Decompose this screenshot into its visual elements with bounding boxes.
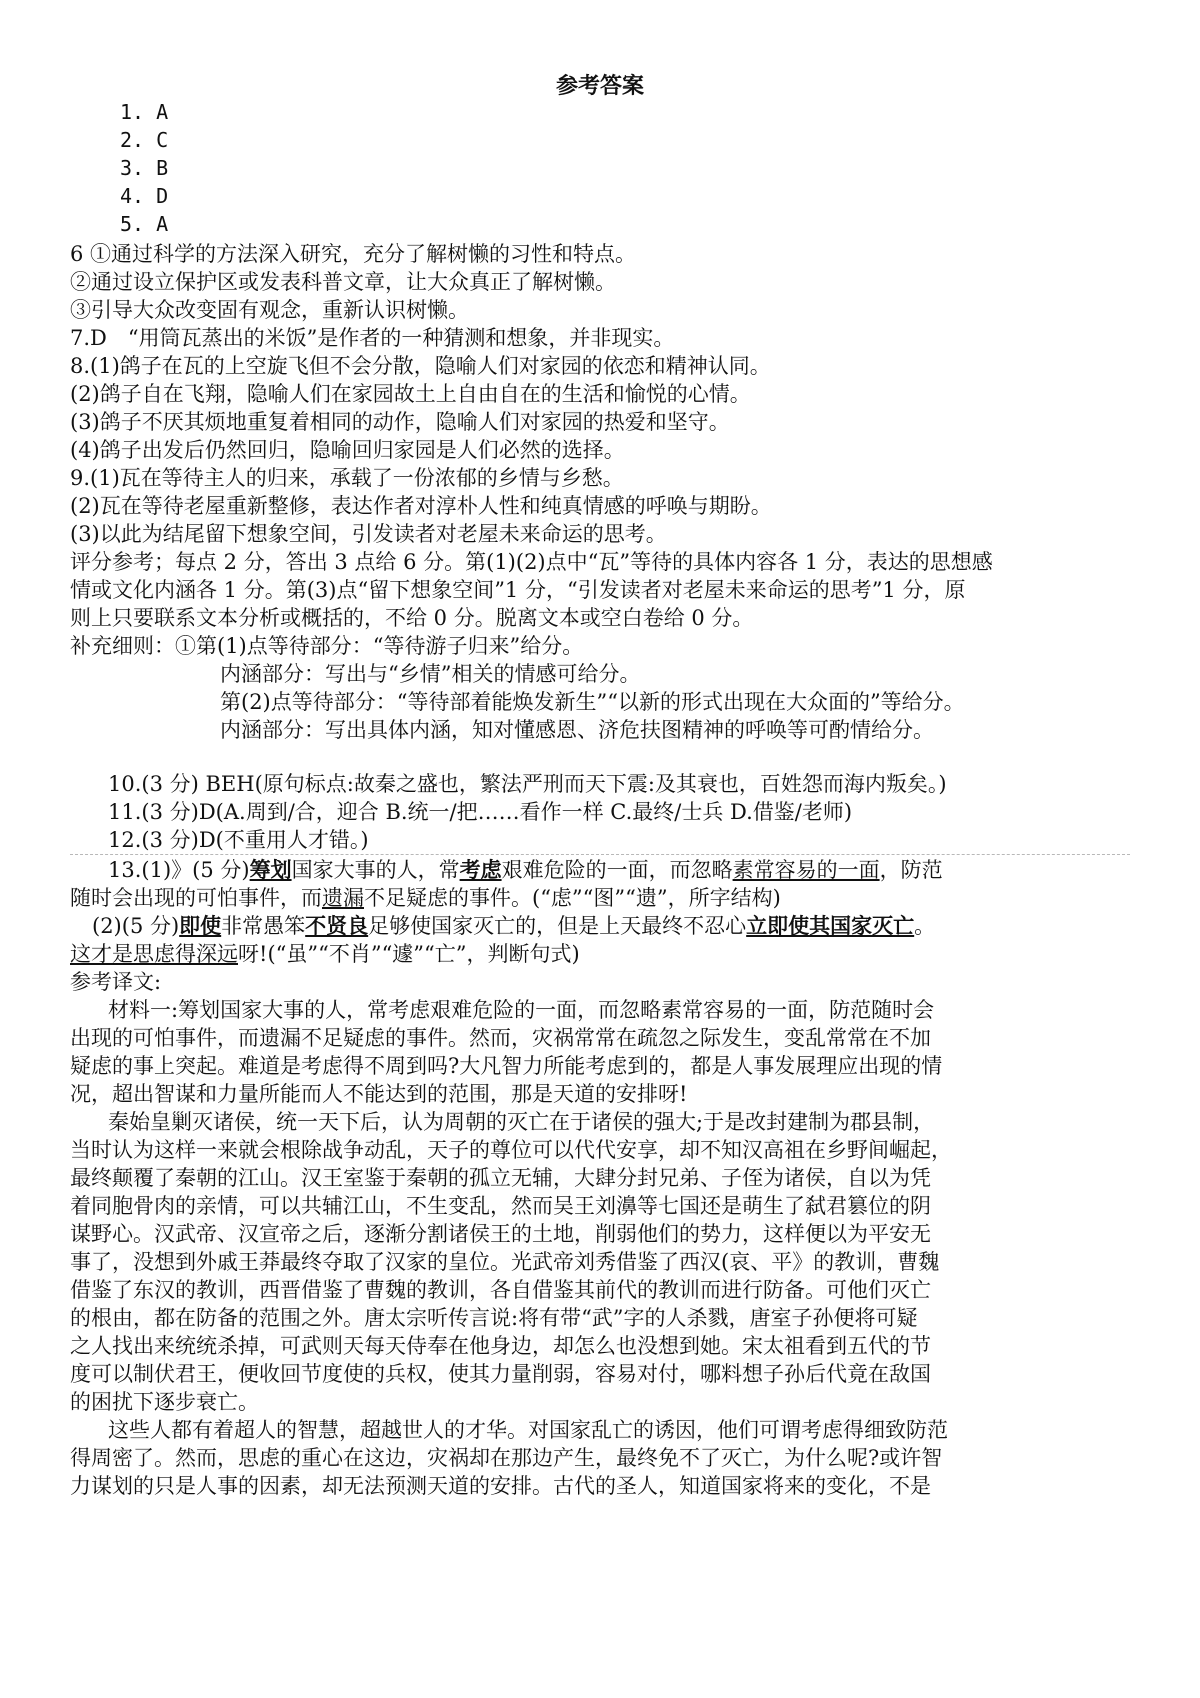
q13-text: 呀!(“虽”“不肖”“遽”“亡”，判断句式) — [238, 942, 580, 966]
q8-line-1: 8.(1)鸽子在瓦的上空旋飞但不会分散，隐喻人们对家园的依恋和精神认同。 — [70, 354, 771, 378]
translation-line: 当时认为这样一来就会根除战争动乱，天子的尊位可以代代安享，却不知汉高祖在乡野间崛起， — [70, 1138, 952, 1162]
translation-line: 秦始皇剿灭诸侯，统一天下后，认为周朝的灭亡在于诸侯的强大;于是改封建制为郡县制， — [108, 1110, 935, 1134]
translation-line: 谋野心。汉武帝、汉宣帝之后，逐渐分割诸侯王的土地，削弱他们的势力，这样便以为平安无 — [70, 1222, 931, 1246]
translation-line: 出现的可怕事件，而遗漏不足疑虑的事件。然而，灾祸常常在疏忽之际发生，变乱常常在不加 — [70, 1026, 931, 1050]
choice-answer-1: 1. A — [120, 100, 169, 124]
q6-line-3: ③引导大众改变固有观念，重新认识树懒。 — [70, 298, 469, 322]
scoring-line-2: 情或文化内涵各 1 分。第(3)点“留下想象空间”1 分，“引发读者对老屋未来命运的思考”1 分，原 — [70, 578, 966, 602]
q13-keyword-kaolv: 考虑 — [459, 857, 502, 882]
q13-keyword-choushua: 筹划 — [249, 857, 292, 882]
translation-line: 着同胞骨肉的亲情，可以共辅江山，不生变乱，然而吴王刘濞等七国还是萌生了弑君篡位的阴 — [70, 1194, 931, 1218]
translation-heading: 参考译文: — [70, 970, 162, 994]
translation-line: 事了，没想到外戚王莽最终夺取了汉家的皇位。光武帝刘秀借鉴了西汉(哀、平》的教训，曹魏 — [70, 1250, 940, 1274]
scoring-line-3: 则上只要联系文本分析或概括的，不给 0 分。脱离文本或空白卷给 0 分。 — [70, 606, 754, 630]
q9-line-2: (2)瓦在等待老屋重新整修，表达作者对淳朴人性和纯真情感的呼唤与期盼。 — [70, 494, 772, 518]
translation-line: 最终颠覆了秦朝的江山。汉王室鉴于秦朝的孤立无辅，大肆分封兄弟、子侄为诸侯，自以为凭 — [70, 1166, 931, 1190]
translation-line: 这些人都有着超人的智慧，超越世人的才华。对国家乱亡的诱因，他们可谓考虑得细致防范 — [108, 1418, 948, 1442]
q8-line-2: (2)鸽子自在飞翔，隐喻人们在家园故土上自由自在的生活和愉悦的心情。 — [70, 382, 751, 406]
translation-line: 的根由，都在防备的范围之外。唐太宗听传言说:将有带“武”字的人杀戮，唐室子孙便将可疑 — [70, 1306, 918, 1330]
q13-text: 不足疑虑的事件。(“虑”“图”“遗”，所字结构) — [364, 886, 781, 910]
q12-answer: 12.(3 分)D(不重用人才错。) — [108, 828, 369, 852]
q13-part1-number: 13.(1)》(5 分) — [108, 858, 250, 882]
translation-line: 度可以制伏君王，便收回节度使的兵权，使其力量削弱，容易对付，哪料想子孙后代竟在敌国 — [70, 1362, 931, 1386]
dotted-divider — [70, 854, 1130, 855]
q13-text: 国家大事的人，常 — [291, 858, 460, 882]
supplement-line-2: 第(2)点等待部分：“等待部着能焕发新生”“以新的形式出现在大众面的”等给分。 — [220, 690, 965, 714]
q9-line-3: (3)以此为结尾留下想象空间，引发读者对老屋未来命运的思考。 — [70, 522, 667, 546]
q13-part2-number: (2)(5 分) — [92, 914, 180, 938]
q6-line-1: 6 ①通过科学的方法深入研究，充分了解树懒的习性和特点。 — [70, 242, 637, 266]
q13-text: 足够使国家灭亡的，但是上天最终不忍心 — [368, 914, 747, 938]
q10-answer: 10.(3 分) BEH(原句标点:故秦之盛也，繁法严刑而天下震:及其衰也，百姓怨而海内叛矣。) — [108, 772, 947, 796]
supplement-line-1: 内涵部分：写出与“乡情”相关的情感可给分。 — [220, 662, 641, 686]
q13-keyword-suchang: 素常容易的一面 — [732, 858, 880, 882]
q13-text: 艰难危险的一面，而忽略 — [501, 858, 733, 882]
q8-line-4: (4)鸽子出发后仍然回归，隐喻回归家园是人们必然的选择。 — [70, 438, 625, 462]
q13-text: 随时会出现的可怕事件，而 — [70, 886, 322, 910]
choice-answer-5: 5. A — [120, 212, 169, 236]
choice-answer-2: 2. C — [120, 128, 169, 152]
q13-part1-line-1 — [108, 856, 943, 884]
q13-keyword-liji: 立即使其国家灭亡 — [746, 913, 915, 938]
translation-line: 况，超出智谋和力量所能而人不能达到的范围，那是天道的安排呀! — [70, 1082, 688, 1106]
q13-text: 。 — [914, 914, 936, 938]
page-title: 参考答案 — [555, 74, 644, 99]
translation-line: 疑虑的事上突起。难道是考虑得不周到吗?大凡智力所能考虑到的，都是人事发展理应出现的情 — [70, 1054, 943, 1078]
q6-line-2: ②通过设立保护区或发表科普文章，让大众真正了解树懒。 — [70, 270, 616, 294]
q13-keyword-jishi: 即使 — [179, 913, 222, 938]
scoring-line-1: 评分参考；每点 2 分，答出 3 点给 6 分。第(1)(2)点中“瓦”等待的具体内容各 1 分，表达的思想感 — [70, 550, 993, 574]
q13-part2-line-2 — [70, 940, 580, 968]
q11-answer: 11.(3 分)D(A.周到/合，迎合 B.统一/把……看作一样 C.最终/士兵 D.借鉴/老师) — [108, 800, 853, 824]
q8-line-3: (3)鸽子不厌其烦地重复着相同的动作，隐喻人们对家园的热爱和坚守。 — [70, 410, 730, 434]
q13-part1-line-2 — [70, 884, 781, 912]
q9-line-1: 9.(1)瓦在等待主人的归来，承载了一份浓郁的乡情与乡愁。 — [70, 466, 624, 490]
supplement-head: 补充细则：①第(1)点等待部分：“等待游子归来”给分。 — [70, 634, 584, 658]
translation-line: 得周密了。然而，思虑的重心在这边，灾祸却在那边产生，最终免不了灭亡，为什么呢?或许智 — [70, 1446, 943, 1470]
q13-keyword-shenyuan: 这才是思虑得深远 — [70, 942, 238, 966]
choice-answer-4: 4. D — [120, 184, 169, 208]
translation-line: 力谋划的只是人事的因素，却无法预测天道的安排。古代的圣人，知道国家将来的变化，不是 — [70, 1474, 931, 1498]
q7-answer: 7.D “用筒瓦蒸出的米饭”是作者的一种猜测和想象，并非现实。 — [70, 326, 675, 350]
q13-text: 非常愚笨 — [221, 914, 306, 938]
translation-line: 借鉴了东汉的教训，西晋借鉴了曹魏的教训，各自借鉴其前代的教训而进行防备。可他们灭亡 — [70, 1278, 931, 1302]
q13-part2-line-1 — [92, 912, 935, 940]
translation-line: 的困扰下逐步衰亡。 — [70, 1390, 259, 1414]
choice-answer-3: 3. B — [120, 156, 169, 180]
translation-line: 材料一:筹划国家大事的人，常考虑艰难危险的一面，而忽略素常容易的一面，防范随时会 — [108, 998, 935, 1022]
supplement-line-3: 内涵部分：写出具体内涵，知对懂感恩、济危扶图精神的呼唤等可酌情给分。 — [220, 718, 934, 742]
q13-keyword-buxianliang: 不贤良 — [305, 913, 369, 938]
translation-line: 之人找出来统统杀掉，可武则天每天侍奉在他身边，却怎么也没想到她。宋太祖看到五代的节 — [70, 1334, 931, 1358]
q13-text: ，防范 — [879, 858, 943, 882]
q13-keyword-yilou: 遗漏 — [322, 886, 364, 910]
